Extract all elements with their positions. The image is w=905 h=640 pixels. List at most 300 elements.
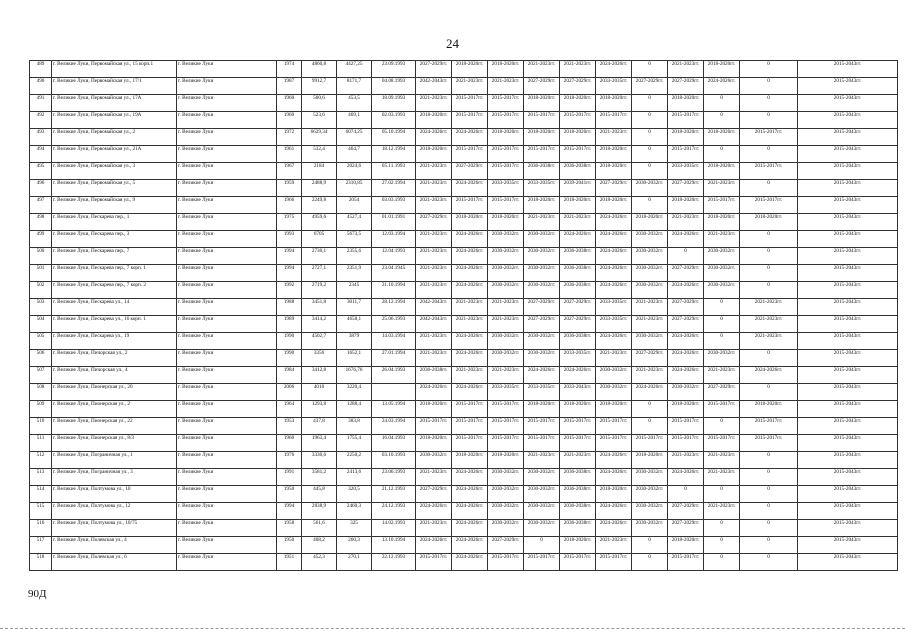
- living-area: 2054: [337, 197, 372, 214]
- period-overall: 2015-2043гг.: [798, 316, 898, 333]
- table-row: [30, 112, 898, 129]
- municipality: г. Великие Луки: [177, 129, 277, 146]
- period-4: 2021-2023гг.: [524, 452, 560, 469]
- period-6: 2024-2026гг.: [596, 231, 632, 248]
- address: г. Великие Луки, Полтумова ул., 12: [52, 503, 177, 520]
- period-7: 0: [632, 163, 668, 180]
- period-4: 2015-2017гг.: [524, 418, 560, 435]
- period-1: 2042-2043гг.: [416, 78, 452, 95]
- row-number: 489: [30, 61, 52, 78]
- table-row: [30, 231, 898, 248]
- row-number: 499: [30, 231, 52, 248]
- registration-date: 18.12.1994: [372, 146, 416, 163]
- period-8: 0: [668, 486, 704, 503]
- period-10: 0: [740, 78, 798, 95]
- period-4: 2015-2017гг.: [524, 146, 560, 163]
- period-2: 2018-2020гг.: [452, 214, 488, 231]
- address: г. Великие Луки, Пограничная ул., 3: [52, 469, 177, 486]
- period-6: 2033-2035гг.: [596, 316, 632, 333]
- period-1: 2021-2023гг.: [416, 248, 452, 265]
- period-8: 2021-2023гг.: [668, 61, 704, 78]
- municipality: г. Великие Луки: [177, 214, 277, 231]
- period-1: 2021-2023гг.: [416, 231, 452, 248]
- period-overall: 2015-2043гг.: [798, 384, 898, 401]
- period-4: 2015-2017гг.: [524, 435, 560, 452]
- table-row: [30, 197, 898, 214]
- period-3: 2018-2020гг.: [488, 61, 524, 78]
- period-7: 0: [632, 61, 668, 78]
- period-1: 2027-2029гг.: [416, 214, 452, 231]
- period-5: 2036-2038гг.: [560, 486, 596, 503]
- registration-date: 21.12.1993: [372, 486, 416, 503]
- table-row: [30, 61, 898, 78]
- period-3: 2018-2020гг.: [488, 129, 524, 146]
- period-6: 2015-2017гг.: [596, 112, 632, 129]
- period-5: 2033-2035гг.: [560, 350, 596, 367]
- period-7: 2015-2017гг.: [632, 435, 668, 452]
- period-5: 2021-2023гг.: [560, 452, 596, 469]
- period-2: 2024-2026гг.: [452, 282, 488, 299]
- living-area: 2351,9: [337, 265, 372, 282]
- period-2: 2024-2026гг.: [452, 503, 488, 520]
- build-year: 1960: [277, 435, 302, 452]
- period-2: 2024-2026гг.: [452, 486, 488, 503]
- period-5: 2015-2017гг.: [560, 435, 596, 452]
- build-year: 1950: [277, 486, 302, 503]
- period-3: 2030-2032гг.: [488, 486, 524, 503]
- address: г. Великие Луки, Первомайская ул., 21А: [52, 146, 177, 163]
- period-10: 0: [740, 384, 798, 401]
- living-area: 453,5: [337, 95, 372, 112]
- period-5: 2036-2038гг.: [560, 282, 596, 299]
- address: г. Великие Луки, Пескарева пер., 1: [52, 214, 177, 231]
- municipality: г. Великие Луки: [177, 282, 277, 299]
- registration-date: 16.04.1993: [372, 435, 416, 452]
- address: г. Великие Луки, Пескарева ул., 19: [52, 333, 177, 350]
- municipality: г. Великие Луки: [177, 316, 277, 333]
- period-3: 2021-2023гг.: [488, 299, 524, 316]
- build-year: 1951: [277, 554, 302, 571]
- period-1: 2021-2023гг.: [416, 520, 452, 537]
- municipality: г. Великие Луки: [177, 78, 277, 95]
- period-6: 2018-2020гг.: [596, 197, 632, 214]
- build-year: 1990: [277, 350, 302, 367]
- period-10: 0: [740, 350, 798, 367]
- build-year: 1994: [277, 503, 302, 520]
- period-3: 2015-2017гг.: [488, 146, 524, 163]
- period-overall: 2015-2043гг.: [798, 469, 898, 486]
- registration-date: 24.03.1994: [372, 418, 416, 435]
- living-area: 3879: [337, 333, 372, 350]
- period-7: 0: [632, 401, 668, 418]
- living-area: 1288,4: [337, 401, 372, 418]
- period-1: 2021-2023гг.: [416, 350, 452, 367]
- period-overall: 2015-2043гг.: [798, 95, 898, 112]
- period-5: 2015-2017гг.: [560, 112, 596, 129]
- build-year: 1959: [277, 180, 302, 197]
- period-9: 0: [704, 299, 740, 316]
- municipality: г. Великие Луки: [177, 95, 277, 112]
- address: г. Великие Луки, Первомайская ул., 2: [52, 129, 177, 146]
- table-row: [30, 282, 898, 299]
- address: г. Великие Луки, Первомайская ул., 9: [52, 197, 177, 214]
- period-4: 2030-2032гг.: [524, 231, 560, 248]
- period-3: 2015-2017гг.: [488, 435, 524, 452]
- period-9: 2030-2032гг.: [704, 282, 740, 299]
- period-7: 0: [632, 95, 668, 112]
- period-9: 2021-2023гг.: [704, 180, 740, 197]
- period-1: 2024-2026гг.: [416, 537, 452, 554]
- period-2: 2024-2026гг.: [452, 129, 488, 146]
- address: г. Великие Луки, Первомайская ул., 5: [52, 180, 177, 197]
- period-4: 2030-2032гг.: [524, 333, 560, 350]
- period-4: 2015-2017гг.: [524, 554, 560, 571]
- period-5: 2036-2038гг.: [560, 469, 596, 486]
- table-row: [30, 78, 898, 95]
- address: г. Великие Луки, Полевская ул., 6: [52, 554, 177, 571]
- table-row: [30, 401, 898, 418]
- row-number: 496: [30, 180, 52, 197]
- living-area: 2024,6: [337, 163, 372, 180]
- address: г. Великие Луки, Пограничная ул., 1: [52, 452, 177, 469]
- period-4: 2027-2029гг.: [524, 78, 560, 95]
- total-area: 1963,4: [302, 435, 337, 452]
- period-10: 0: [740, 520, 798, 537]
- period-1: 2042-2043гг.: [416, 316, 452, 333]
- period-10: 0: [740, 282, 798, 299]
- period-4: 2018-2020гг.: [524, 95, 560, 112]
- row-number: 506: [30, 350, 52, 367]
- build-year: 1967: [277, 163, 302, 180]
- living-area: 325: [337, 520, 372, 537]
- period-8: 2015-2017гг.: [668, 554, 704, 571]
- period-2: 2024-2026гг.: [452, 554, 488, 571]
- period-2: 2015-2017гг.: [452, 401, 488, 418]
- living-area: 320,5: [337, 486, 372, 503]
- period-4: 2021-2023гг.: [524, 61, 560, 78]
- period-3: 2030-2032гг.: [488, 333, 524, 350]
- address: г. Великие Луки, Пескарева ул., 16 корп. 1: [52, 316, 177, 333]
- period-7: 2030-2032гг.: [632, 248, 668, 265]
- period-9: 2021-2023гг.: [704, 231, 740, 248]
- period-8: 2018-2020гг.: [668, 401, 704, 418]
- period-2: 2015-2017гг.: [452, 146, 488, 163]
- period-2: 2021-2023гг.: [452, 316, 488, 333]
- period-overall: 2015-2043гг.: [798, 248, 898, 265]
- address: г. Великие Луки, Пичорская ул., 2: [52, 350, 177, 367]
- period-overall: 2015-2043гг.: [798, 163, 898, 180]
- period-3: 2015-2017гг.: [488, 95, 524, 112]
- period-1: 2024-2026гг.: [416, 503, 452, 520]
- address: г. Великие Луки, Пескарева ул., 14: [52, 299, 177, 316]
- table-row: [30, 537, 898, 554]
- period-overall: 2015-2043гг.: [798, 503, 898, 520]
- build-year: 1975: [277, 214, 302, 231]
- period-9: 2021-2023гг.: [704, 503, 740, 520]
- period-10: 2021-2023гг.: [740, 333, 798, 350]
- period-8: 2027-2029гг.: [668, 78, 704, 95]
- total-area: 532,4: [302, 146, 337, 163]
- period-1: 2021-2023гг.: [416, 469, 452, 486]
- period-8: 2027-2029гг.: [668, 299, 704, 316]
- period-7: 2030-2032гг.: [632, 333, 668, 350]
- row-number: 511: [30, 435, 52, 452]
- period-10: 2015-2017гг.: [740, 197, 798, 214]
- address: г. Великие Луки, Пескарева пер., 7 корп. 2: [52, 282, 177, 299]
- period-3: 2030-2032гг.: [488, 265, 524, 282]
- registration-date: 23.06.1993: [372, 469, 416, 486]
- period-4: 2030-2032гг.: [524, 282, 560, 299]
- period-4: 2018-2020гг.: [524, 197, 560, 214]
- living-area: 2250,2: [337, 452, 372, 469]
- period-5: 2024-2026гг.: [560, 367, 596, 384]
- period-6: 2027-2029гг.: [596, 180, 632, 197]
- total-area: 3412,8: [302, 367, 337, 384]
- registration-date: 12.03.1994: [372, 231, 416, 248]
- period-8: 2015-2017гг.: [668, 112, 704, 129]
- period-7: 2018-2020гг.: [632, 452, 668, 469]
- living-area: 1676,76: [337, 367, 372, 384]
- total-area: 2184: [302, 163, 337, 180]
- period-10: 0: [740, 146, 798, 163]
- period-3: 2015-2017гг.: [488, 112, 524, 129]
- build-year: 1994: [277, 248, 302, 265]
- build-year: 1987: [277, 78, 302, 95]
- total-area: 2838,9: [302, 503, 337, 520]
- living-area: 2355,6: [337, 248, 372, 265]
- total-area: 3356: [302, 350, 337, 367]
- period-10: 2015-2017гг.: [740, 163, 798, 180]
- period-7: 2027-2029гг.: [632, 78, 668, 95]
- municipality: г. Великие Луки: [177, 163, 277, 180]
- period-2: 2024-2026гг.: [452, 231, 488, 248]
- table-row: [30, 299, 898, 316]
- page-number: 24: [446, 36, 459, 51]
- address: г. Великие Луки, Первомайская ул., 17/1: [52, 78, 177, 95]
- period-overall: 2015-2043гг.: [798, 197, 898, 214]
- period-8: 2015-2017гг.: [668, 435, 704, 452]
- period-8: 2030-2032гг.: [668, 384, 704, 401]
- period-10: 2015-2017гг.: [740, 435, 798, 452]
- bottom-rule: [0, 628, 905, 629]
- period-overall: 2015-2043гг.: [798, 112, 898, 129]
- period-5: 2027-2029гг.: [560, 316, 596, 333]
- period-1: 2036-2038гг.: [416, 367, 452, 384]
- municipality: г. Великие Луки: [177, 350, 277, 367]
- period-4: 2018-2020гг.: [524, 129, 560, 146]
- table-body: [30, 61, 898, 571]
- period-10: 2021-2023гг.: [740, 299, 798, 316]
- total-area: 4860,8: [302, 61, 337, 78]
- total-area: 4010: [302, 384, 337, 401]
- row-number: 490: [30, 78, 52, 95]
- period-2: 2024-2026гг.: [452, 333, 488, 350]
- period-7: 0: [632, 129, 668, 146]
- period-10: 0: [740, 469, 798, 486]
- period-5: 2021-2023гг.: [560, 214, 596, 231]
- period-8: 2018-2020гг.: [668, 537, 704, 554]
- period-4: 0: [524, 537, 560, 554]
- period-5: 2036-2038гг.: [560, 520, 596, 537]
- address: г. Великие Луки, Пичорская ул., 4: [52, 367, 177, 384]
- period-5: 2036-2038гг.: [560, 248, 596, 265]
- period-8: 2027-2029гг.: [668, 265, 704, 282]
- row-number: 518: [30, 554, 52, 571]
- municipality: г. Великие Луки: [177, 146, 277, 163]
- period-4: 2024-2026гг.: [524, 367, 560, 384]
- period-8: 2027-2029гг.: [668, 180, 704, 197]
- period-5: 2036-2038гг.: [560, 503, 596, 520]
- table-row: [30, 520, 898, 537]
- period-7: 2030-2032гг.: [632, 469, 668, 486]
- period-overall: 2015-2043гг.: [798, 486, 898, 503]
- municipality: г. Великие Луки: [177, 554, 277, 571]
- period-9: 0: [704, 486, 740, 503]
- period-4: 2030-2032гг.: [524, 503, 560, 520]
- period-7: 2018-2020гг.: [632, 214, 668, 231]
- total-area: 437,8: [302, 418, 337, 435]
- period-6: 2024-2026гг.: [596, 282, 632, 299]
- build-year: 2006: [277, 384, 302, 401]
- period-8: 2027-2029гг.: [668, 316, 704, 333]
- period-10: 0: [740, 61, 798, 78]
- row-number: 505: [30, 333, 52, 350]
- period-3: 2018-2020гг.: [488, 214, 524, 231]
- period-9: 0: [704, 537, 740, 554]
- address: г. Великие Луки, Первомайская ул., 19А: [52, 112, 177, 129]
- period-6: 2024-2026гг.: [596, 520, 632, 537]
- total-area: 452,3: [302, 554, 337, 571]
- period-8: 2024-2026гг.: [668, 350, 704, 367]
- municipality: г. Великие Луки: [177, 248, 277, 265]
- period-2: 2027-2029гг.: [452, 163, 488, 180]
- period-4: 2030-2032гг.: [524, 486, 560, 503]
- period-3: 2033-2035гг.: [488, 180, 524, 197]
- living-area: 2413,6: [337, 469, 372, 486]
- total-area: 2249,8: [302, 197, 337, 214]
- period-6: 2024-2026гг.: [596, 469, 632, 486]
- period-10: 0: [740, 537, 798, 554]
- period-1: 2021-2023гг.: [416, 333, 452, 350]
- period-8: 2021-2023гг.: [668, 214, 704, 231]
- period-6: 2021-2023гг.: [596, 129, 632, 146]
- period-6: 2015-2017гг.: [596, 418, 632, 435]
- total-area: 445,8: [302, 486, 337, 503]
- period-10: 0: [740, 486, 798, 503]
- row-number: 501: [30, 265, 52, 282]
- table-row: [30, 316, 898, 333]
- build-year: 1953: [277, 418, 302, 435]
- period-4: 2030-2032гг.: [524, 248, 560, 265]
- registration-date: 13.10.1994: [372, 537, 416, 554]
- municipality: г. Великие Луки: [177, 435, 277, 452]
- period-6: 2024-2026гг.: [596, 503, 632, 520]
- row-number: 515: [30, 503, 52, 520]
- period-1: 2021-2023гг.: [416, 180, 452, 197]
- period-overall: 2015-2043гг.: [798, 282, 898, 299]
- period-9: 0: [704, 146, 740, 163]
- period-6: 2024-2026гг.: [596, 214, 632, 231]
- total-area: 6629,34: [302, 129, 337, 146]
- address: г. Великие Луки, Первомайская ул., 3: [52, 163, 177, 180]
- period-1: 2027-2029гг.: [416, 61, 452, 78]
- address: г. Великие Луки, Полтумова ул., 10/75: [52, 520, 177, 537]
- period-10: 0: [740, 265, 798, 282]
- municipality: г. Великие Луки: [177, 61, 277, 78]
- total-area: 3581,2: [302, 469, 337, 486]
- period-7: 2027-2029гг.: [632, 350, 668, 367]
- build-year: 1961: [277, 146, 302, 163]
- period-5: 2036-2038гг.: [560, 265, 596, 282]
- period-10: 0: [740, 248, 798, 265]
- address: г. Великие Луки, Первомайская ул., 17А: [52, 95, 177, 112]
- period-1: 2027-2029гг.: [416, 486, 452, 503]
- period-9: 0: [704, 554, 740, 571]
- total-area: 3451,8: [302, 299, 337, 316]
- period-10: 2015-2017гг.: [740, 418, 798, 435]
- period-1: 2018-2020гг.: [416, 112, 452, 129]
- period-3: 2033-2035гг.: [488, 384, 524, 401]
- period-10: 2018-2020гг.: [740, 214, 798, 231]
- period-6: 2021-2023гг.: [596, 350, 632, 367]
- build-year: 1988: [277, 299, 302, 316]
- period-overall: 2015-2043гг.: [798, 452, 898, 469]
- period-1: 2024-2026гг.: [416, 384, 452, 401]
- period-9: 2021-2023гг.: [704, 469, 740, 486]
- period-2: 2021-2023гг.: [452, 367, 488, 384]
- period-8: 2024-2026гг.: [668, 231, 704, 248]
- build-year: 1974: [277, 61, 302, 78]
- period-3: 2030-2032гг.: [488, 350, 524, 367]
- period-overall: 2015-2043гг.: [798, 146, 898, 163]
- period-overall: 2015-2043гг.: [798, 418, 898, 435]
- living-area: 2460,3: [337, 503, 372, 520]
- period-2: 2024-2026гг.: [452, 520, 488, 537]
- period-7: 2030-2032гг.: [632, 503, 668, 520]
- period-1: 2018-2020гг.: [416, 401, 452, 418]
- period-1: 2021-2023гг.: [416, 163, 452, 180]
- total-area: 3414,2: [302, 316, 337, 333]
- row-number: 495: [30, 163, 52, 180]
- table-row: [30, 180, 898, 197]
- period-9: 2018-2020гг.: [704, 214, 740, 231]
- period-overall: 2015-2043гг.: [798, 265, 898, 282]
- period-5: 2015-2017гг.: [560, 554, 596, 571]
- period-7: 0: [632, 112, 668, 129]
- living-area: 1755,4: [337, 435, 372, 452]
- build-year: 1994: [277, 265, 302, 282]
- period-6: 2018-2020гг.: [596, 146, 632, 163]
- period-7: 0: [632, 418, 668, 435]
- period-7: 2024-2026гг.: [632, 384, 668, 401]
- registration-date: [372, 384, 416, 401]
- living-area: 8171,7: [337, 78, 372, 95]
- period-2: 2018-2020гг.: [452, 452, 488, 469]
- row-number: 500: [30, 248, 52, 265]
- period-6: 2018-2020гг.: [596, 163, 632, 180]
- row-number: 493: [30, 129, 52, 146]
- period-7: 2030-2032гг.: [632, 180, 668, 197]
- period-2: 2024-2026гг.: [452, 384, 488, 401]
- total-area: 2727,1: [302, 265, 337, 282]
- period-4: 2030-2032гг.: [524, 265, 560, 282]
- table-row: [30, 146, 898, 163]
- period-5: 2039-2041гг.: [560, 180, 596, 197]
- period-2: 2024-2026гг.: [452, 537, 488, 554]
- period-4: 2021-2023гг.: [524, 214, 560, 231]
- period-8: 2024-2026гг.: [668, 282, 704, 299]
- period-2: 2024-2026гг.: [452, 469, 488, 486]
